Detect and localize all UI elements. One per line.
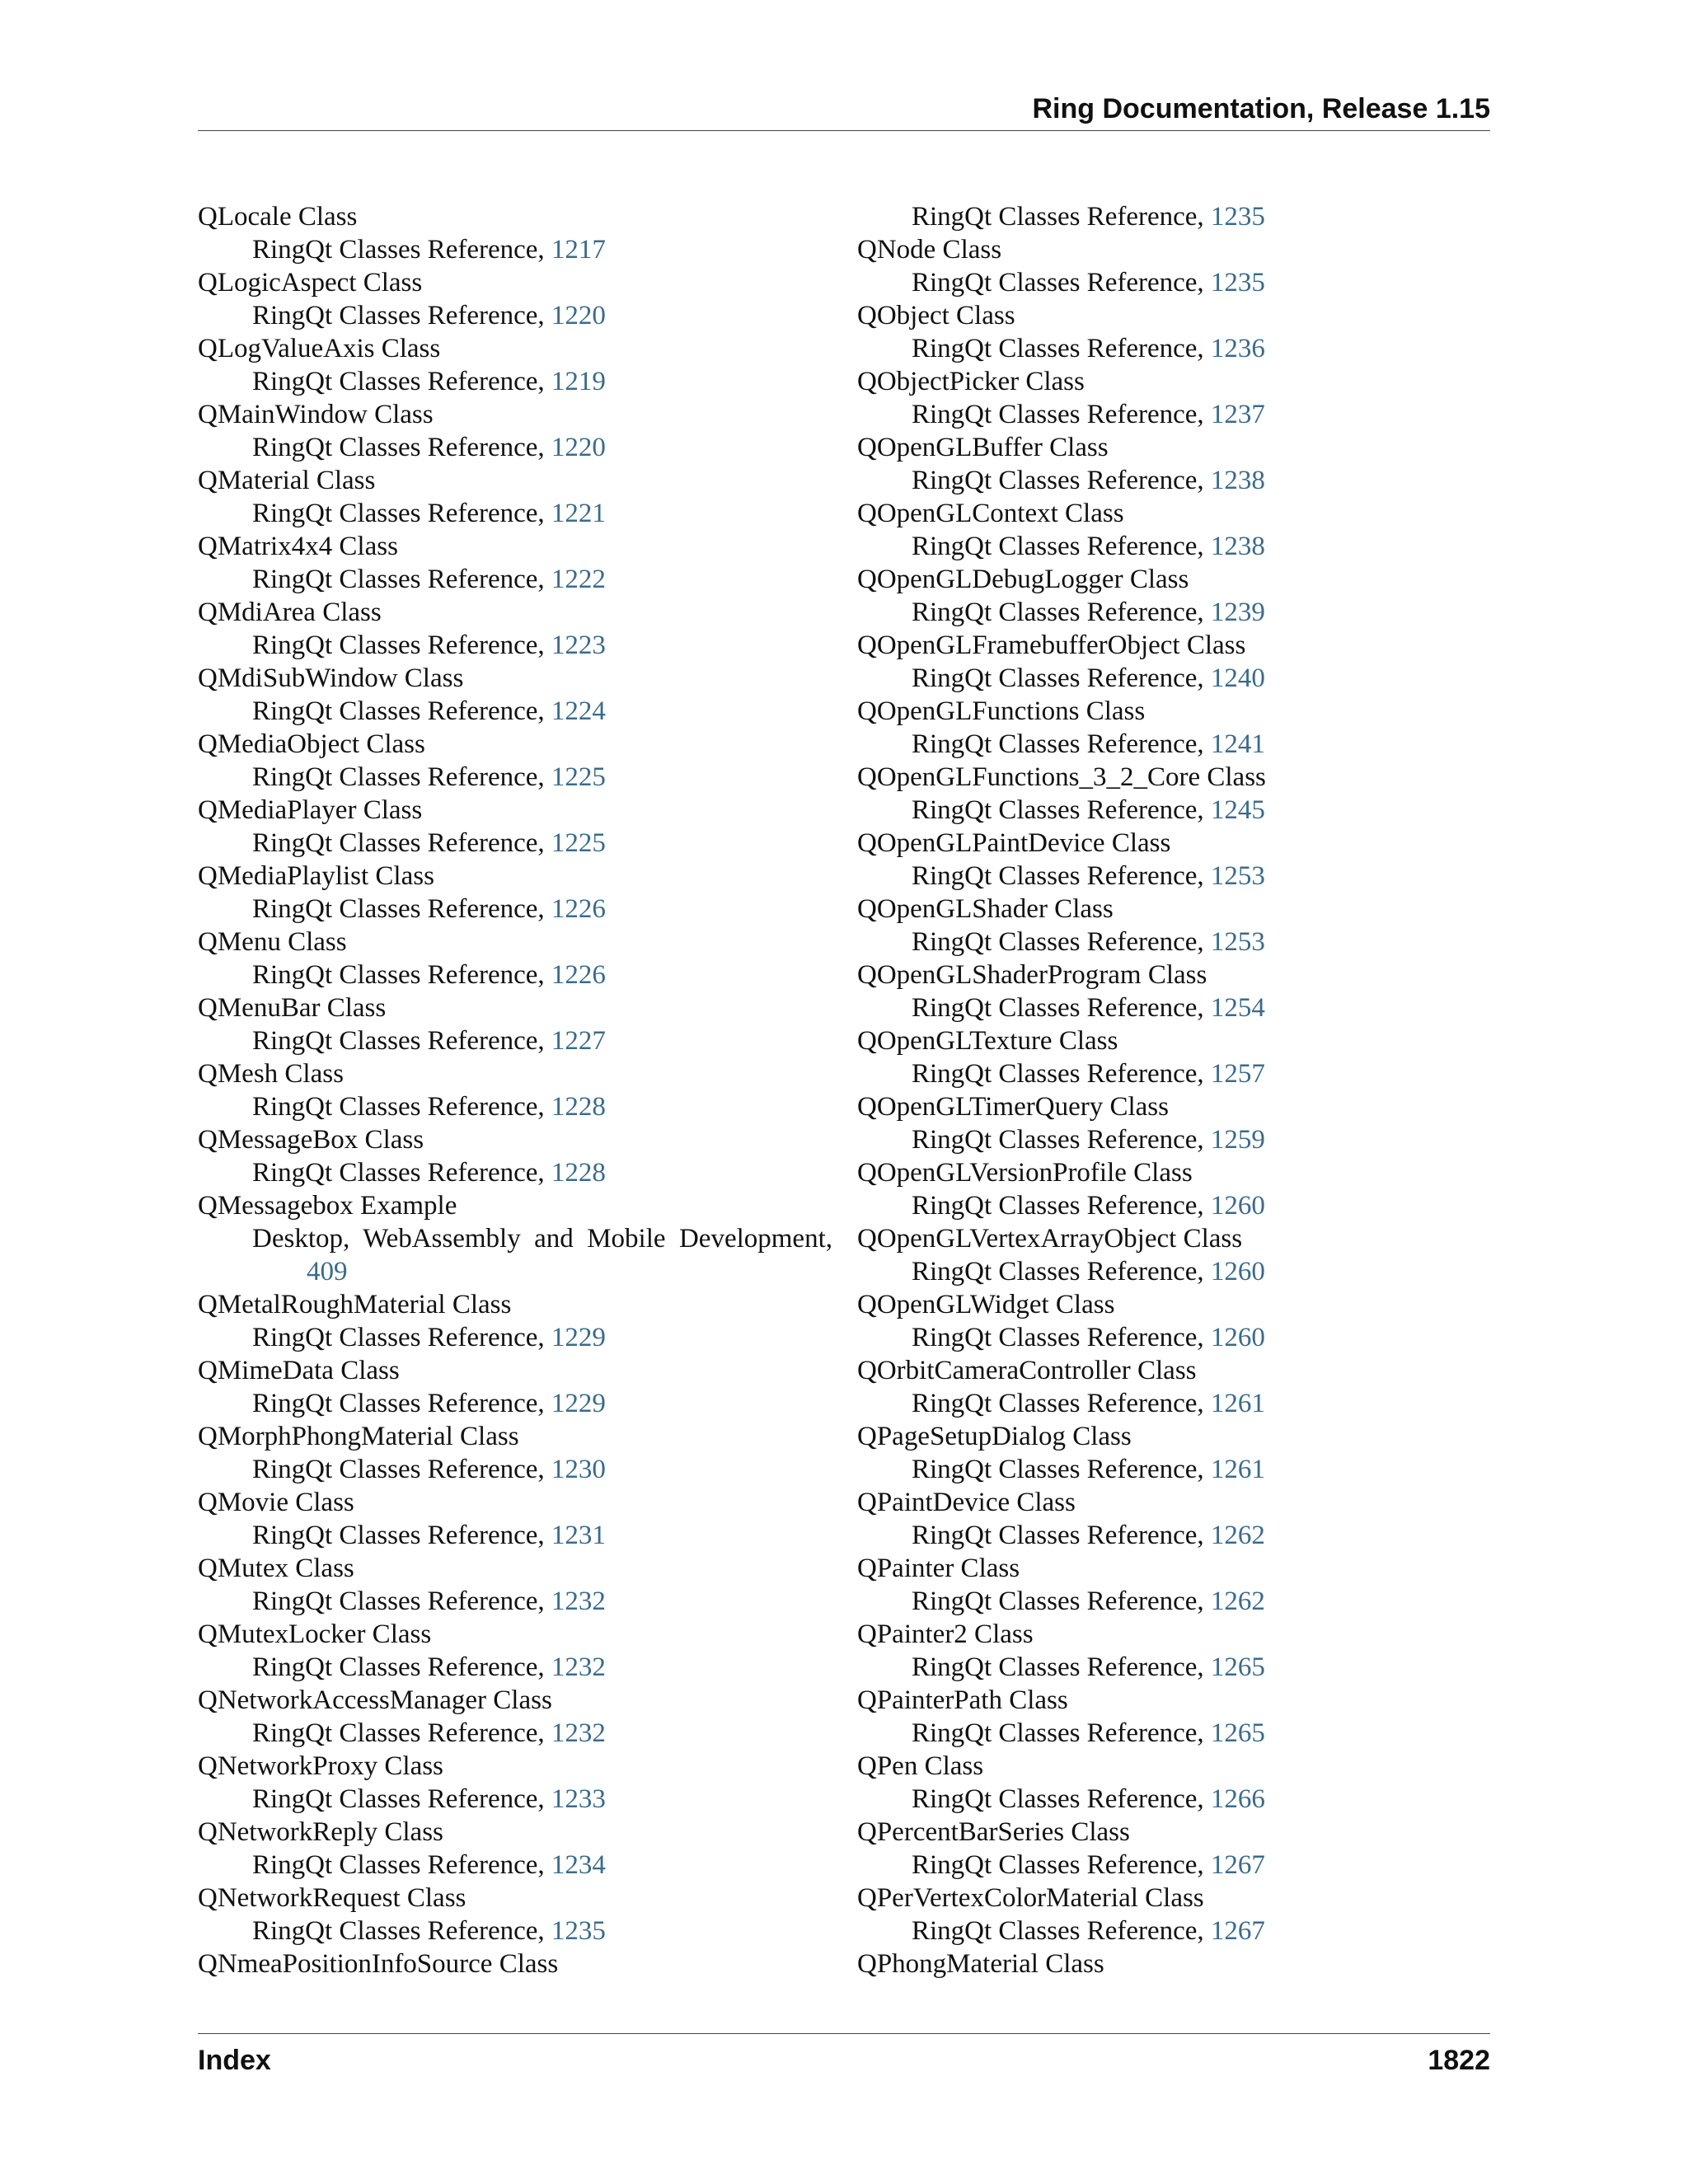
index-term: QOpenGLFramebufferObject Class <box>857 630 1246 660</box>
index-entry <box>857 761 1492 827</box>
index-entry <box>857 233 1492 299</box>
page-number-link[interactable]: 1245 <box>1210 795 1265 825</box>
footer-rule <box>198 2033 1490 2034</box>
index-subentry <box>857 1387 1492 1420</box>
index-subentry-text: RingQt Classes Reference, <box>912 1323 1204 1352</box>
page-number-link[interactable]: 1223 <box>551 630 606 660</box>
index-subentry-text: RingQt Classes Reference, <box>912 663 1204 693</box>
page-number-link[interactable]: 1265 <box>1210 1718 1265 1748</box>
index-subentry-text: RingQt Classes Reference, <box>252 960 545 990</box>
index-entry <box>857 1552 1492 1618</box>
index-subentry-text: RingQt Classes Reference, <box>252 499 545 528</box>
index-entry <box>857 563 1492 629</box>
page-number-link[interactable]: 1266 <box>1210 1784 1265 1814</box>
index-subentry-text: RingQt Classes Reference, <box>252 433 545 462</box>
page-number-link[interactable]: 1239 <box>1210 598 1265 627</box>
index-term: QMovie Class <box>198 1488 354 1517</box>
header-rule <box>198 130 1490 131</box>
index-entry <box>857 1947 1492 1980</box>
index-term: QPageSetupDialog Class <box>857 1422 1132 1451</box>
index-entry <box>857 1090 1492 1156</box>
index-term: QNmeaPositionInfoSource Class <box>198 1949 559 1979</box>
index-subentry <box>198 1915 832 1947</box>
index-entry <box>198 1420 832 1486</box>
index-subentry-text: RingQt Classes Reference, <box>252 1916 545 1946</box>
page-number-link[interactable]: 1262 <box>1210 1586 1265 1616</box>
page-number-link[interactable]: 1265 <box>1210 1652 1265 1682</box>
index-term: QOpenGLWidget Class <box>857 1290 1115 1319</box>
page-number-link[interactable]: 1232 <box>551 1586 606 1616</box>
index-subentry <box>198 1222 832 1255</box>
index-entry <box>198 662 832 728</box>
index-subentry-text: RingQt Classes Reference, <box>912 400 1204 429</box>
index-subentry-text: RingQt Classes Reference, <box>912 1191 1204 1221</box>
index-term: QNetworkProxy Class <box>198 1751 443 1781</box>
page-number-link[interactable]: 1226 <box>551 960 606 990</box>
index-term: QNode Class <box>857 235 1002 265</box>
index-term: QPainterPath Class <box>857 1685 1068 1715</box>
index-entry <box>857 299 1492 365</box>
index-subentry-text: RingQt Classes Reference, <box>912 1586 1204 1616</box>
index-subentry-text: RingQt Classes Reference, <box>912 1652 1204 1682</box>
index-entry <box>857 958 1492 1024</box>
index-subentry-text: RingQt Classes Reference, <box>912 598 1204 627</box>
index-entry <box>198 1189 832 1288</box>
index-entry <box>857 827 1492 893</box>
index-subentry <box>198 1651 832 1684</box>
page-number-link[interactable]: 1254 <box>1210 993 1265 1023</box>
index-subentry-text: RingQt Classes Reference, <box>252 762 545 792</box>
page-header-title: Ring Documentation, Release 1.15 <box>1032 93 1490 124</box>
index-subentry-text: RingQt Classes Reference, <box>912 1455 1204 1484</box>
index-subentry <box>857 1783 1492 1816</box>
index-entry <box>198 464 832 530</box>
index-entry <box>198 728 832 794</box>
page-number-link[interactable]: 1241 <box>1210 729 1265 759</box>
page-number-link[interactable]: 1260 <box>1210 1323 1265 1352</box>
index-subentry-text: RingQt Classes Reference, <box>252 1718 545 1748</box>
index-entry <box>857 200 1492 233</box>
page-number-link[interactable]: 1235 <box>1210 268 1265 298</box>
index-entry <box>857 1288 1492 1354</box>
index-subentry <box>198 761 832 794</box>
page-number-link[interactable]: 1231 <box>551 1521 606 1550</box>
index-entry <box>198 1057 832 1123</box>
index-subentry <box>857 1255 1492 1288</box>
index-entry <box>857 497 1492 563</box>
index-subentry <box>198 827 832 860</box>
index-term: QMediaPlaylist Class <box>198 861 434 891</box>
index-subentry <box>857 860 1492 893</box>
index-subentry <box>198 629 832 662</box>
index-subentry-text: RingQt Classes Reference, <box>912 466 1204 495</box>
index-entry <box>857 431 1492 497</box>
index-term: QMesh Class <box>198 1059 344 1089</box>
index-subentry-text: RingQt Classes Reference, <box>912 1718 1204 1748</box>
index-subentry-text: RingQt Classes Reference, <box>252 1092 545 1122</box>
index-entry <box>857 1354 1492 1420</box>
index-subentry <box>857 662 1492 695</box>
index-subentry-text: RingQt Classes Reference, <box>252 565 545 594</box>
index-term: QMutexLocker Class <box>198 1619 432 1649</box>
index-term: QMaterial Class <box>198 466 376 495</box>
index-subentry <box>198 893 832 926</box>
index-term: QOpenGLShader Class <box>857 894 1114 924</box>
index-term: QOpenGLShaderProgram Class <box>857 960 1207 990</box>
index-subentry-text: RingQt Classes Reference, <box>252 1586 545 1616</box>
index-entry <box>198 794 832 860</box>
index-subentry <box>198 1717 832 1750</box>
index-subentry <box>857 1057 1492 1090</box>
index-term: QPaintDevice Class <box>857 1488 1076 1517</box>
index-subentry <box>198 1519 832 1552</box>
index-subentry <box>198 958 832 991</box>
footer-section-label: Index <box>198 2045 271 2076</box>
page-number-link[interactable]: 1261 <box>1210 1389 1265 1418</box>
index-subentry <box>857 1453 1492 1486</box>
index-subentry-text: RingQt Classes Reference, <box>252 367 545 396</box>
index-entry <box>198 398 832 464</box>
page-number-link[interactable]: 1267 <box>1210 1916 1265 1946</box>
index-term: QOpenGLVersionProfile Class <box>857 1158 1193 1188</box>
index-subentry <box>857 794 1492 827</box>
page-number-link[interactable]: 1227 <box>551 1026 606 1056</box>
index-term: QOpenGLFunctions Class <box>857 696 1146 726</box>
index-subentry-text: RingQt Classes Reference, <box>912 202 1204 232</box>
page-number-link[interactable]: 1259 <box>1210 1125 1265 1155</box>
index-subentry <box>198 365 832 398</box>
index-entry <box>198 1750 832 1816</box>
index-subentry <box>857 332 1492 365</box>
index-subentry-text: RingQt Classes Reference, <box>912 1389 1204 1418</box>
index-term: QOpenGLTexture Class <box>857 1026 1118 1056</box>
index-subentry <box>857 1123 1492 1156</box>
index-entry <box>198 1288 832 1354</box>
index-term: QNetworkReply Class <box>198 1817 443 1847</box>
index-entry <box>198 332 832 398</box>
index-subentry <box>857 1189 1492 1222</box>
index-term: QMatrix4x4 Class <box>198 532 398 561</box>
page-number-link[interactable]: 1237 <box>1210 400 1265 429</box>
index-entry <box>857 1618 1492 1684</box>
page-number-link[interactable]: 1261 <box>1210 1455 1265 1484</box>
page-number-link[interactable]: 1228 <box>551 1158 606 1188</box>
index-term: QMenu Class <box>198 927 347 957</box>
index-entry <box>857 1684 1492 1750</box>
index-term: QOpenGLContext Class <box>857 499 1124 528</box>
index-term: QOpenGLBuffer Class <box>857 433 1109 462</box>
page-number-link[interactable]: 1257 <box>1210 1059 1265 1089</box>
page-number-link[interactable]: 1225 <box>551 762 606 792</box>
index-entry <box>198 860 832 926</box>
index-term: QObjectPicker Class <box>857 367 1085 396</box>
index-entry <box>857 1486 1492 1552</box>
page-number-link[interactable]: 1235 <box>551 1916 606 1946</box>
page-number-link[interactable]: 1229 <box>551 1389 606 1418</box>
index-entry <box>198 1552 832 1618</box>
index-subentry-text: RingQt Classes Reference, <box>912 729 1204 759</box>
page-number-link[interactable]: 1221 <box>551 499 606 528</box>
index-subentry-text: RingQt Classes Reference, <box>252 1389 545 1418</box>
index-subentry <box>857 1849 1492 1882</box>
index-subentry <box>198 1156 832 1189</box>
index-subentry <box>198 563 832 596</box>
index-term: QMessagebox Example <box>198 1191 457 1221</box>
index-term: QMetalRoughMaterial Class <box>198 1290 512 1319</box>
index-term: QPercentBarSeries Class <box>857 1817 1130 1847</box>
index-entry <box>198 1882 832 1947</box>
page-number-link[interactable]: 1220 <box>551 301 606 330</box>
index-subentry-text: Desktop, WebAssembly and Mobile Development, <box>252 1224 832 1254</box>
index-subentry-text: RingQt Classes Reference, <box>252 1026 545 1056</box>
index-term: QMutex Class <box>198 1554 354 1583</box>
index-term: QOpenGLTimerQuery Class <box>857 1092 1169 1122</box>
index-subentry-text: RingQt Classes Reference, <box>252 1323 545 1352</box>
index-term: QMessageBox Class <box>198 1125 424 1155</box>
index-subentry <box>198 1849 832 1882</box>
index-subentry <box>198 1321 832 1354</box>
index-entry <box>857 1420 1492 1486</box>
index-subentry-text: RingQt Classes Reference, <box>252 1455 545 1484</box>
index-subentry-text: RingQt Classes Reference, <box>912 795 1204 825</box>
index-entry <box>857 629 1492 695</box>
index-subentry <box>198 1090 832 1123</box>
index-subentry-text: RingQt Classes Reference, <box>252 1652 545 1682</box>
index-subentry <box>198 1585 832 1618</box>
index-term: QPainter Class <box>857 1554 1020 1583</box>
index-entry <box>198 1123 832 1189</box>
index-subentry-text: RingQt Classes Reference, <box>912 334 1204 363</box>
index-entry <box>857 1156 1492 1222</box>
index-subentry-text: RingQt Classes Reference, <box>252 1850 545 1880</box>
index-entry <box>198 1618 832 1684</box>
index-subentry <box>857 1321 1492 1354</box>
index-subentry-text: RingQt Classes Reference, <box>252 630 545 660</box>
index-entry <box>198 266 832 332</box>
index-subentry <box>857 200 1492 233</box>
index-subentry-text: RingQt Classes Reference, <box>252 828 545 858</box>
index-subentry-text: RingQt Classes Reference, <box>912 1059 1204 1089</box>
index-term: QOpenGLFunctions_3_2_Core Class <box>857 762 1266 792</box>
index-term: QPainter2 Class <box>857 1619 1034 1649</box>
index-subentry <box>857 530 1492 563</box>
index-term: QMorphPhongMaterial Class <box>198 1422 519 1451</box>
page-number-link[interactable]: 1225 <box>551 828 606 858</box>
index-entry <box>198 991 832 1057</box>
index-entry <box>198 200 832 266</box>
index-term: QOpenGLVertexArrayObject Class <box>857 1224 1243 1254</box>
index-entry <box>198 1684 832 1750</box>
page-number-link[interactable]: 1224 <box>551 696 606 726</box>
index-term: QPerVertexColorMaterial Class <box>857 1883 1204 1913</box>
index-subentry-text: RingQt Classes Reference, <box>912 927 1204 957</box>
page-number-link[interactable]: 1220 <box>551 433 606 462</box>
index-subentry <box>857 1585 1492 1618</box>
page-number-link[interactable]: 1260 <box>1210 1257 1265 1286</box>
page-number-link[interactable]: 1219 <box>551 367 606 396</box>
page-number-link[interactable]: 1229 <box>551 1323 606 1352</box>
index-subentry <box>198 233 832 266</box>
index-term: QLogicAspect Class <box>198 268 423 298</box>
page-number-link[interactable]: 1253 <box>1210 927 1265 957</box>
page-number-link[interactable]: 1232 <box>551 1652 606 1682</box>
page-number-link[interactable]: 1235 <box>1210 202 1265 232</box>
index-entry <box>198 530 832 596</box>
page-number-link[interactable]: 1260 <box>1210 1191 1265 1221</box>
index-term: QPen Class <box>857 1751 984 1781</box>
index-subentry <box>198 431 832 464</box>
index-subentry-text: RingQt Classes Reference, <box>252 301 545 330</box>
index-term: QPhongMaterial Class <box>857 1949 1104 1979</box>
index-entry <box>857 1222 1492 1288</box>
index-entry <box>198 926 832 991</box>
index-term: QMimeData Class <box>198 1356 400 1385</box>
page-number-link[interactable]: 1217 <box>551 235 606 265</box>
page-number-link[interactable]: 1233 <box>551 1784 606 1814</box>
index-term: QMainWindow Class <box>198 400 434 429</box>
index-term: QMdiSubWindow Class <box>198 663 464 693</box>
index-subentry <box>198 1387 832 1420</box>
index-term: QOpenGLPaintDevice Class <box>857 828 1171 858</box>
footer-page-number: 1822 <box>1428 2045 1490 2076</box>
index-subentry-text: RingQt Classes Reference, <box>252 1158 545 1188</box>
page-number-link[interactable]: 1230 <box>551 1455 606 1484</box>
index-subentry <box>857 1717 1492 1750</box>
index-subentry-text: RingQt Classes Reference, <box>912 532 1204 561</box>
index-term: QOrbitCameraController Class <box>857 1356 1197 1385</box>
index-column-left <box>198 200 832 1980</box>
index-column-right <box>857 200 1492 1980</box>
index-subentry-text: RingQt Classes Reference, <box>252 1521 545 1550</box>
index-entry <box>198 1486 832 1552</box>
index-subentry-text: RingQt Classes Reference, <box>252 894 545 924</box>
index-subentry <box>857 926 1492 958</box>
index-term: QMediaPlayer Class <box>198 795 423 825</box>
index-entry <box>857 1816 1492 1882</box>
index-subentry-text: RingQt Classes Reference, <box>912 1257 1204 1286</box>
index-subentry-continuation <box>198 1255 832 1288</box>
index-term: QNetworkAccessManager Class <box>198 1685 552 1715</box>
page-number-link[interactable]: 1238 <box>1210 532 1265 561</box>
index-term: QNetworkRequest Class <box>198 1883 467 1913</box>
index-term: QMediaObject Class <box>198 729 425 759</box>
index-term: QOpenGLDebugLogger Class <box>857 565 1189 594</box>
index-subentry <box>857 398 1492 431</box>
index-subentry <box>857 464 1492 497</box>
index-subentry <box>857 728 1492 761</box>
index-subentry-text: RingQt Classes Reference, <box>912 268 1204 298</box>
index-entry <box>857 695 1492 761</box>
index-term: QMdiArea Class <box>198 598 382 627</box>
index-subentry <box>857 1651 1492 1684</box>
index-subentry-text: RingQt Classes Reference, <box>912 1916 1204 1946</box>
index-term: QLogValueAxis Class <box>198 334 441 363</box>
index-subentry <box>857 991 1492 1024</box>
page-number-link[interactable]: 1222 <box>551 565 606 594</box>
index-entry <box>198 596 832 662</box>
page-number-link[interactable]: 409 <box>307 1257 348 1286</box>
index-subentry-text: RingQt Classes Reference, <box>252 696 545 726</box>
index-subentry-text: RingQt Classes Reference, <box>912 861 1204 891</box>
page-number-link[interactable]: 1262 <box>1210 1521 1265 1550</box>
index-subentry-text: RingQt Classes Reference, <box>912 1784 1204 1814</box>
page-number-link[interactable]: 1253 <box>1210 861 1265 891</box>
index-entry <box>198 1816 832 1882</box>
page-number-link[interactable]: 1228 <box>551 1092 606 1122</box>
index-entry <box>857 365 1492 431</box>
page-number-link[interactable]: 1236 <box>1210 334 1265 363</box>
index-term: QMenuBar Class <box>198 993 387 1023</box>
index-entry <box>857 1882 1492 1947</box>
index-subentry <box>198 695 832 728</box>
index-entry <box>857 893 1492 958</box>
page-number-link[interactable]: 1234 <box>551 1850 606 1880</box>
index-entry <box>198 1354 832 1420</box>
index-entry <box>857 1750 1492 1816</box>
index-subentry <box>857 596 1492 629</box>
index-term: QLocale Class <box>198 202 358 232</box>
page-number-link[interactable]: 1267 <box>1210 1850 1265 1880</box>
index-subentry <box>198 1024 832 1057</box>
index-subentry <box>198 497 832 530</box>
page-number-link[interactable]: 1226 <box>551 894 606 924</box>
index-subentry <box>198 299 832 332</box>
index-subentry <box>857 1915 1492 1947</box>
page-number-link[interactable]: 1240 <box>1210 663 1265 693</box>
page-number-link[interactable]: 1238 <box>1210 466 1265 495</box>
index-subentry <box>198 1783 832 1816</box>
index-subentry-text: RingQt Classes Reference, <box>912 1850 1204 1880</box>
index-term: QObject Class <box>857 301 1015 330</box>
index-subentry <box>857 1519 1492 1552</box>
index-entry <box>198 1947 832 1980</box>
index-subentry <box>198 1453 832 1486</box>
index-entry <box>857 1024 1492 1090</box>
index-subentry-text: RingQt Classes Reference, <box>912 993 1204 1023</box>
index-subentry-text: RingQt Classes Reference, <box>912 1125 1204 1155</box>
page-number-link[interactable]: 1232 <box>551 1718 606 1748</box>
index-subentry-text: RingQt Classes Reference, <box>912 1521 1204 1550</box>
index-subentry-text: RingQt Classes Reference, <box>252 235 545 265</box>
index-subentry-text: RingQt Classes Reference, <box>252 1784 545 1814</box>
index-subentry <box>857 266 1492 299</box>
